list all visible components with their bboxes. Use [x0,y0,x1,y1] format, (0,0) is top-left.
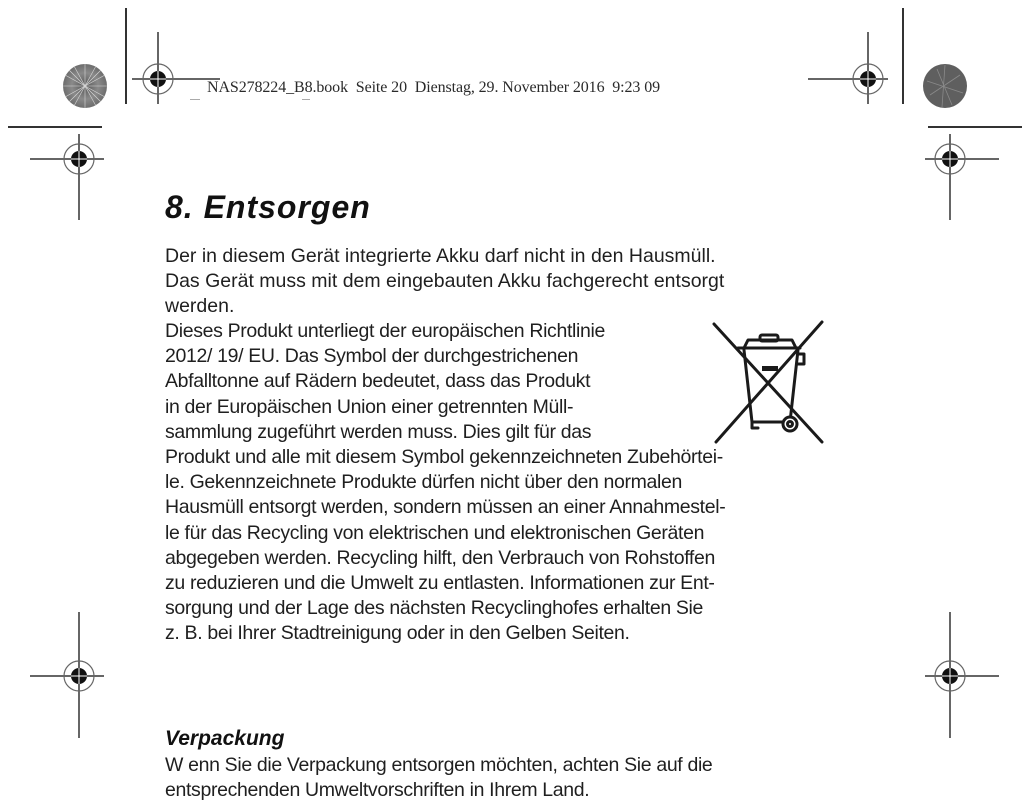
crop-line-right [902,8,904,104]
header-underscore [190,99,200,100]
text-line: 2012/ 19/ EU. Das Symbol der durchgestrichenen [165,345,579,368]
crossed-out-wheelie-bin-icon [708,316,828,448]
print-header-slug: NAS278224_B8.book Seite 20 Dienstag, 29. November 2016 9:23 09 [207,79,661,96]
text-line: in der Europäischen Union einer getrennten Müll- [165,395,574,418]
text-line: Produkt und alle mit diesem Symbol gekennzeichneten Zubehörtei- [165,446,723,468]
text-line: zu reduzieren und die Umwelt zu entlasten. Informationen zur Ent- [165,571,715,594]
weee-paragraph-continued [165,445,725,647]
text-line: le. Gekennzeichnete Produkte dürfen nicht über den normalen [165,471,683,494]
chapter-title: 8. Entsorgen [165,189,371,225]
intro-paragraph [165,244,724,320]
text-line: Der in diesem Gerät integrierte Akku darf nicht in den Hausmüll. [165,245,716,267]
text-line: Das Gerät muss mit dem eingebauten Akku fachgerecht entsorgt [165,270,725,293]
crosshair-icon [30,132,104,222]
header-underscore [302,99,310,100]
color-swatch-dark-starburst-icon [922,63,968,109]
text-line: le für das Recycling von elektrischen und elektronischen Geräten [165,521,705,544]
text-line: Hausmüll entsorgt werden, sondern müssen an einer Annahmestel- [165,496,726,519]
crosshair-icon [925,132,999,222]
crosshair-icon [30,612,104,738]
text-line: sorgung und der Lage des nächsten Recyclinghofes erhalten Sie [165,597,704,620]
color-swatch-gray-starburst-icon [62,63,108,109]
crop-line-top-left [8,126,102,128]
text-line: W enn Sie die Verpackung entsorgen möchten, achten Sie auf die [165,754,713,776]
text-line: sammlung zugeführt werden muss. Dies gilt für das [165,420,592,443]
section-subtitle-packaging: Verpackung [165,727,285,750]
crop-line-left [125,8,127,104]
crosshair-icon [925,612,999,738]
crosshair-icon [808,32,888,104]
packaging-paragraph [165,753,712,803]
weee-paragraph [165,319,605,445]
text-line: z. B. bei Ihrer Stadtreinigung oder in den Gelben Seiten. [165,622,630,645]
text-line: abgegeben werden. Recycling hilft, den Verbrauch von Rohstoffen [165,546,715,569]
text-line: Abfalltonne auf Rädern bedeutet, dass das Produkt [165,370,591,393]
text-line: werden. [165,295,235,318]
text-line: Dieses Produkt unterliegt der europäischen Richtlinie [165,320,605,342]
text-line: entsprechenden Umweltvorschriften in Ihrem Land. [165,779,590,802]
crop-line-top-right [928,126,1022,128]
